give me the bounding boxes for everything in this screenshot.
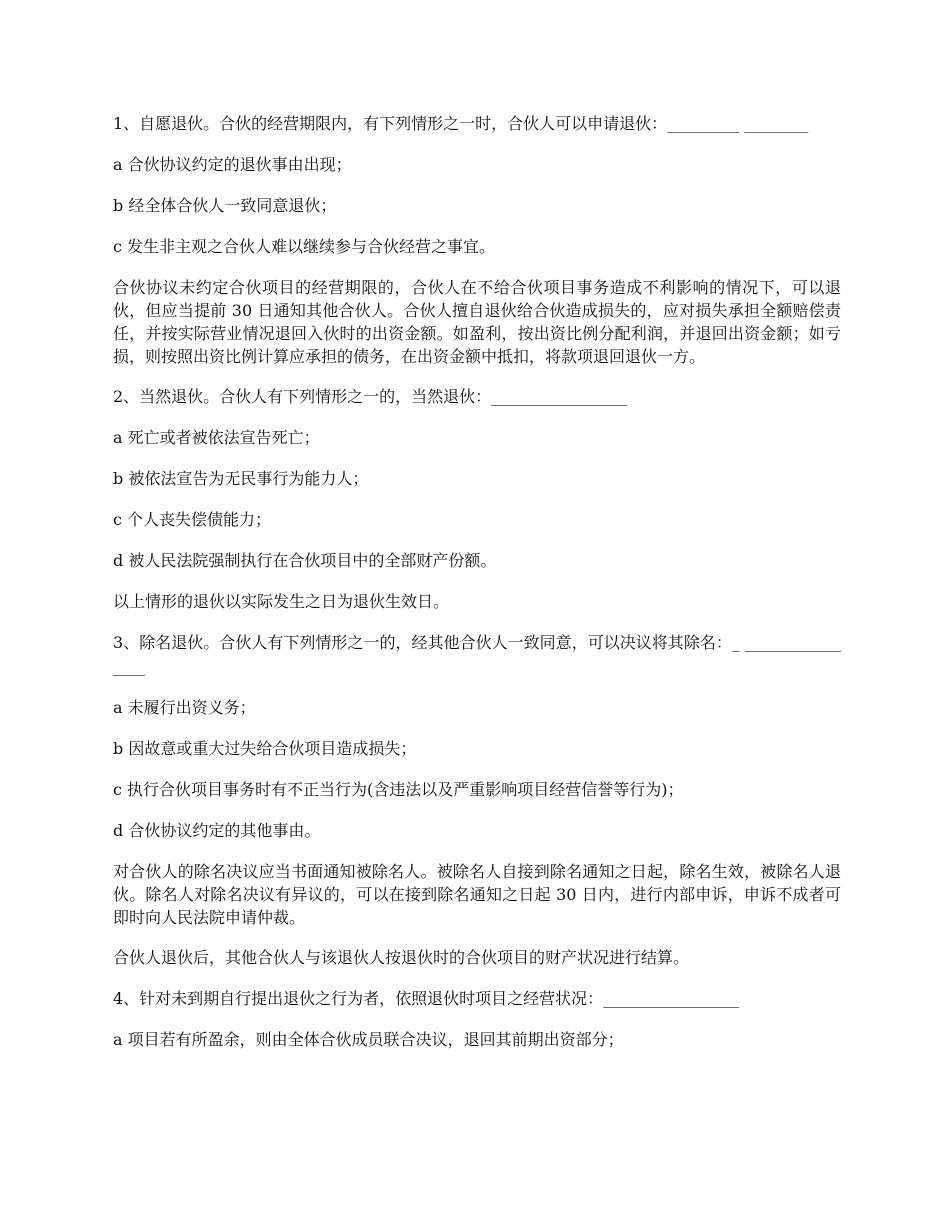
- list-item: a 死亡或者被依法宣告死亡；: [113, 428, 320, 447]
- paragraph-voluntary-withdrawal: 1、自愿退伙。合伙的经营期限内，有下列情形之一时，合伙人可以申请退伙：_________ ________: [113, 114, 809, 133]
- list-item: c 执行合伙项目事务时有不正当行为(含违法以及严重影响项目经营信誉等行为)；: [113, 780, 684, 799]
- paragraph-automatic-withdrawal: 2、当然退伙。合伙人有下列情形之一的，当然退伙：_________________: [113, 387, 628, 406]
- list-item: a 项目若有所盈余，则由全体合伙成员联合决议，退回其前期出资部分；: [113, 1030, 624, 1049]
- list-item: b 因故意或重大过失给合伙项目造成损失；: [113, 739, 417, 758]
- list-item: a 合伙协议约定的退伙事由出现；: [113, 155, 352, 174]
- list-item: c 发生非主观之合伙人难以继续参与合伙经营之事宜。: [113, 237, 496, 256]
- list-item: d 合伙协议约定的其他事由。: [113, 821, 321, 840]
- document-page: [113, 112, 841, 1069]
- list-item: b 被依法宣告为无民事行为能力人；: [113, 469, 369, 488]
- list-item: b 经全体合伙人一致同意退伙；: [113, 196, 337, 215]
- paragraph-effective-date: 以上情形的退伙以实际发生之日为退伙生效日。: [113, 592, 450, 611]
- paragraph-early-withdrawal: 4、针对未到期自行提出退伙之行为者，依照退伙时项目之经营状况：_________________: [113, 989, 740, 1008]
- list-item: d 被人民法院强制执行在合伙项目中的全部财产份额。: [113, 551, 497, 570]
- list-item: c 个人丧失偿债能力；: [113, 510, 272, 529]
- paragraph-no-term-withdrawal: 合伙协议未约定合伙项目的经营期限的，合伙人在不给合伙项目事务造成不利影响的情况下，可以退伙，但应当提前 30 日通知其他合伙人。合伙人擅自退伙给合伙造成损失的，应对损失承担全额赔偿责任，并按实际营业情况退回入伙时的出资金额。如盈利，按出资比例分配利润，并退回出资金额；如亏损，则按照出资比例计算应承担的债务，在出资金额中抵扣，将款项退回退伙一方。: [113, 278, 841, 366]
- list-item: a 未履行出资义务；: [113, 698, 256, 717]
- paragraph-expulsion: 3、除名退伙。合伙人有下列情形之一的，经其他合伙人一致同意，可以决议将其除名：_ ________________: [113, 633, 841, 676]
- paragraph-settlement: 合伙人退伙后，其他合伙人与该退伙人按退伙时的合伙项目的财产状况进行结算。: [113, 948, 690, 967]
- paragraph-expulsion-notice: 对合伙人的除名决议应当书面通知被除名人。被除名人自接到除名通知之日起，除名生效，被除名人退伙。除名人对除名决议有异议的，可以在接到除名通知之日起 30 日内，进行内部申诉，申诉不成者可即时向人民法院申请仲裁。: [113, 862, 841, 927]
